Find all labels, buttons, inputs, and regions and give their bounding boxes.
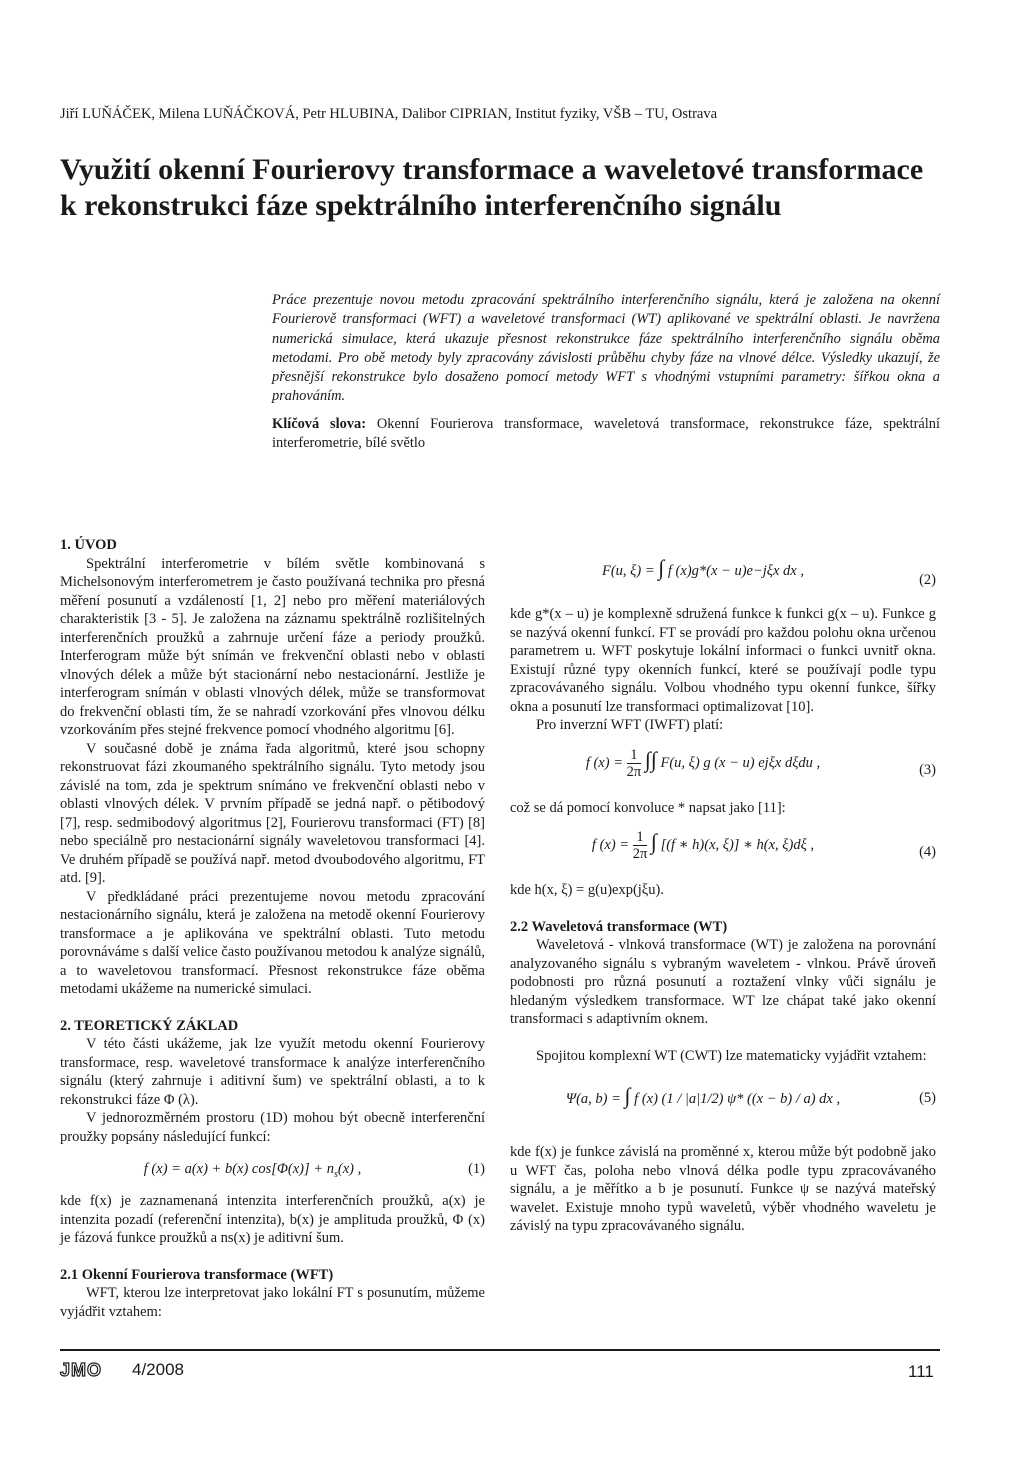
- footer-rule: [60, 1349, 940, 1351]
- paragraph: V jednorozměrném prostoru (1D) mohou být obecně interferenční proužky popsány následující funkcí:: [60, 1110, 485, 1145]
- keywords-label: Klíčová slova:: [272, 416, 367, 432]
- paragraph: Pro inverzní WFT (IWFT) platí:: [536, 717, 724, 733]
- paragraph: Waveletová - vlnková transformace (WT) je založena na porovnání analyzovaného signálu s vybraným waveletem - vlnkou. Právě úroveň podobnosti pro různá posunutí a roztažení vlnky vůči signálu je hledaným výsledkem transformace. WT lze chápat také jako okenní transformaci s adaptivním oknem.: [510, 937, 936, 1027]
- paragraph: kde g*(x – u) je komplexně sdružená funkce k funkci g(x – u). Funkce g se nazývá okenní funkcí. FT se provádí pro každou polohu okna určenou parametrem u. WFT poskytuje lokální informaci o funkci uvnitř okna. Existují různé typy okenních funkcí, které se používají podle typu zpracovávaného signálu. Volbou vhodného typu okenní funkce, šířky okna a posunutí lze transformaci optimalizovat [10].: [510, 606, 936, 715]
- section-heading: 1. ÚVOD: [60, 537, 117, 553]
- integral-sign: ∫: [624, 1083, 631, 1108]
- paragraph: V současné době je známa řada algoritmů, které jsou schopny rekonstruovat fázi zkoumaného spektrálního signálu. Tyto metody jsou závislé na tom, zda je spektrum snímáno ve frekvenční oblasti nebo v oblasti vlnových délek. V prvním případě se jedná např. o pětibodový [7], resp. sedmibodový algoritmus [2], Fourierovu transformaci (FT) [8] nebo speciálně pro nestacionární signály waveletovou transformaci [4]. Ve druhém případě se používá např. metod dvoubodového algoritmu, FT atd. [9].: [60, 740, 485, 886]
- section-heading: 2.2 Waveletová transformace (WT): [510, 918, 728, 935]
- paragraph: což se dá pomocí konvoluce * napsat jako [11]:: [510, 799, 786, 816]
- fraction: $\frac{1}{2\pi}$: [632, 829, 648, 862]
- paper-title: [60, 152, 960, 224]
- author-line: Jiří LUŇÁČEK, Milena LUŇÁČKOVÁ, Petr HLUBINA, Dalibor CIPRIAN, Institut fyziky, VŠB – TU, Ostrava: [60, 106, 718, 122]
- abstract: Práce prezentuje novou metodu zpracování spektrálního interferenčního signálu, která je založena na okenní Fourierově transformaci (WFT) a waveletové transformaci (WT) aplikované ve spektrální oblasti. Je navržena numerická simulace, která ukazuje přesnost rekonstrukce fáze spektrálního interferenčního signálu oběma metodami. Pro obě metody byly zpracovány závislosti průběhu chyby fáze na vlnové délce. Výsledky ukazují, že přesnější rekonstrukce bylo dosaženo pomocí metody WFT s vhodnými vstupními parametry: šířkou okna a prahováním.: [272, 292, 940, 405]
- section-heading: 2. TEORETICKÝ ZÁKLAD: [60, 1017, 239, 1034]
- section-heading: 2.1 Okenní Fourierova transformace (WFT): [60, 1266, 334, 1283]
- paragraph: kde f(x) je funkce závislá na proměnné x, kterou může být podobně jako u WFT čas, poloha nebo vlnová délka podle typu zpracovávaného signálu, a je měřítko a b je posunutí. Funkce ψ se nazývá mateřský wavelet. Existuje mnoho typů waveletů, výběr vhodného waveletu je závislý na typu zpracovávaného signálu.: [510, 1144, 936, 1234]
- paragraph: V předkládané práci prezentujeme novou metodu zpracování nestacionárního signálu, která je založena na metodě okenní Fourierovy transformace a je aplikována ve spektrální oblasti. Tuto metodu porovnáváme s další velice často používanou metodou k analýze signálů, a to waveletovou transformací. Přesnost rekonstrukce fáze oběma metodami ukážeme na numerické simulaci.: [60, 888, 485, 997]
- keywords: [272, 415, 940, 454]
- journal-logo: JMO: [60, 1360, 103, 1380]
- paragraph: kde h(x, ξ) = g(u)exp(jξu).: [510, 882, 664, 898]
- equation-1: f (x) = a(x) + b(x) $\cos[\Phi(x)] + n_s(x)$ , (1): [143, 1161, 485, 1180]
- equation-number: (1): [468, 1161, 485, 1177]
- equation-number: (5): [919, 1090, 936, 1106]
- equation-5: Ψ(a, b) = ∫ f (x) (1 / |a|1/2) ψ* ((x − b) / a) dx , (5): [565, 1083, 936, 1108]
- equation-number: (4): [919, 844, 936, 860]
- paragraph: WFT, kterou lze interpretovat jako lokální FT s posunutím, můžeme vyjádřit vztahem:: [60, 1285, 485, 1320]
- paragraph: V této části ukážeme, jak lze využít metodu okenní Fourierovy transformace, resp. waveletové transformace k analýze interferenčního signálu (který zahrnuje i aditivní šum) ve spektrální oblasti, a to k rekonstrukci fáze Φ (λ).: [60, 1036, 485, 1108]
- paragraph: Spojitou komplexní WT (CWT) lze matematicky vyjádřit vztahem:: [536, 1047, 927, 1064]
- integral-sign: ∫: [658, 555, 665, 580]
- equation-4: f (x) = $\frac{1}{2\pi}$ ∫ [(f ∗ h)(x, ξ)] ∗ h(x, ξ)dξ , (4): [591, 828, 936, 862]
- left-column: [60, 536, 485, 1321]
- equation-3: f (x) = $\frac{1}{2\pi}$ ∫∫ F(u, ξ) g (x − u) ejξx dξdu , (3): [585, 746, 936, 780]
- integral-sign: ∫∫: [644, 746, 657, 772]
- equation-number: (3): [919, 761, 936, 778]
- equation-2: F(u, ξ) = ∫ f (x)g*(x − u)e−jξx dx , (2): [601, 555, 936, 588]
- issue-number: 4/2008: [132, 1360, 184, 1379]
- paragraph: Spektrální interferometrie v bílém světle kombinovaná s Michelsonovým interferometrem je často používaná technika pro přesná měření posunutí a vzdáleností [1, 2] nebo pro měření materiálových charakteristik [3 - 5]. Je založena na záznamu spektrálně rozlišitelných interferenčních proužků a zahrnuje určení fáze a periody proužků. Interferogram může být snímán ve frekvenční oblasti nebo v oblasti vlnových délek a může být stacionární nebo nestacionární. Jestliže je interferogram snímán v oblasti vlnových délek, může se transformovat do frekvenční oblasti tím, že se nahradí vzorkování přes vlnovou délku vzorkováním přes stejné frekvence pomocí vhodného algoritmu [6].: [60, 555, 485, 738]
- paragraph: kde f(x) je zaznamenaná intenzita interferenčních proužků, a(x) je intenzita pozadí (referenční intenzita), b(x) je amplituda proužků, Φ (x) je fázová funkce proužků a ns(x) je aditivní šum.: [60, 1193, 485, 1246]
- right-column: [510, 553, 936, 1236]
- fraction: $\frac{1}{2\pi}$: [626, 746, 642, 780]
- equation-number: (2): [919, 572, 936, 588]
- keywords-text: Okenní Fourierova transformace, waveletová transformace, rekonstrukce fáze, spektrální interferometrie, bílé světlo: [272, 416, 940, 452]
- page-number: 111: [908, 1362, 934, 1381]
- integral-sign: ∫: [650, 828, 657, 854]
- title-line-2: k rekonstrukci fáze spektrálního interferenčního signálu: [60, 189, 782, 222]
- title-line-1: Využití okenní Fourierovy transformace a waveletové transformace: [60, 153, 924, 186]
